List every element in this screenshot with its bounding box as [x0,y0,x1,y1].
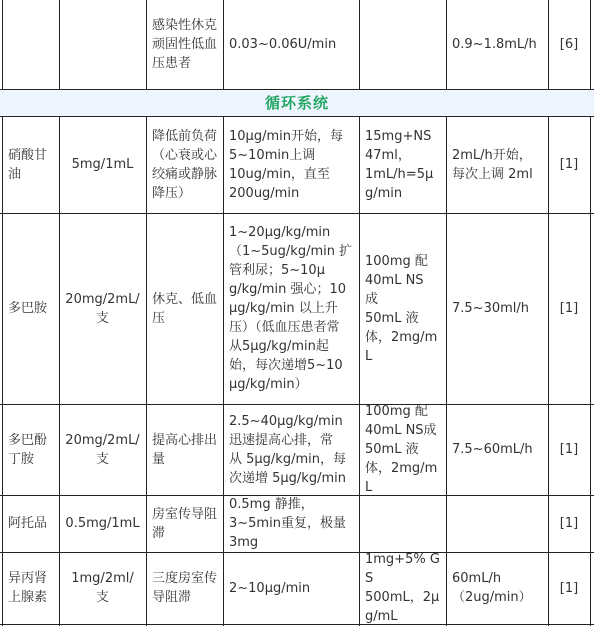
spec-cell: 5mg/1mL [71,157,134,172]
rate-cell: 60mL/h （2ug/min） [452,571,532,605]
dosage-cell: 0.03~0.06U/min [229,37,337,52]
dosage-cell: 0.5mg 静推， 3~5min重复，极量 3mg [229,497,346,550]
rate-cell: 0.9~1.8mL/h [452,37,537,52]
preparation-cell: 15mg+NS 47ml， 1mL/h=5μ g/min [365,128,434,201]
drug-name-cell: 多巴胺 [8,301,48,316]
spec-cell: 20mg/2mL/ 支 [65,432,140,467]
spec-cell: 20mg/2mL/ 支 [65,291,140,326]
section-title: 循环系统 [264,94,329,112]
preparation-cell: 100mg 配 40mL NS 成 50mL 液 体，2mg/mL [365,253,438,364]
indication-cell: 提高心排出 量 [152,432,218,467]
drug-name-cell: 异丙肾 上腺素 [8,571,48,605]
drug-name-cell: 阿托品 [8,516,48,531]
preparation-cell: 1mg+5% GS 500mL，2μ g/mL [365,552,440,624]
drug-name-cell: 硝酸甘 油 [8,147,48,182]
reference-cell: [1] [559,442,579,457]
indication-cell: 感染性休克 顽固性低血 压患者 [152,18,218,71]
dosage-cell: 2.5~40μg/kg/min 迅速提高心排，常 从 5μg/kg/min，每 次递增 5μg/kg/min [229,413,346,486]
section-header [0,89,594,116]
spec-cell: 1mg/2ml/支 [71,571,134,605]
indication-cell: 房室传导阻 滞 [152,506,218,541]
preparation-cell: 100mg 配 40mL NS成 50mL 液 体，2mg/mL [365,404,438,495]
indication-cell: 三度房室传 导阻滞 [152,571,218,605]
row-divider [0,624,594,625]
rate-cell: 7.5~60mL/h [452,442,533,457]
reference-cell: [1] [559,157,579,172]
reference-cell: [6] [559,37,579,52]
reference-cell: [1] [559,301,579,316]
drug-name-cell: 多巴酚 丁胺 [8,432,48,467]
spec-cell: 0.5mg/1mL [65,516,140,531]
reference-cell: [1] [559,516,579,531]
rate-cell: 2mL/h开始， 每次上调 2ml [452,147,533,182]
row-divider [0,89,594,90]
dosage-cell: 10μg/min开始，每 5~10min上调 10ug/min，直至 200ug/min [229,128,343,201]
rate-cell: 7.5~30ml/h [452,301,530,316]
dosage-cell: 1~20μg/kg/min （1~5ug/kg/min 扩 管利尿；5~10μ g/kg/min 强心；10 μg/kg/min 以上升 压）（低血压患者常 从5μg/kg/min起 始，每次递增5~10 μg/kg/min） [229,225,353,392]
dosage-cell: 2~10μg/min [229,580,311,596]
reference-cell: [1] [559,580,579,596]
indication-cell: 降低前负荷 （心衰或心 绞痛或静脉 降压） [152,128,218,201]
indication-cell: 休克、低血 压 [152,291,218,326]
